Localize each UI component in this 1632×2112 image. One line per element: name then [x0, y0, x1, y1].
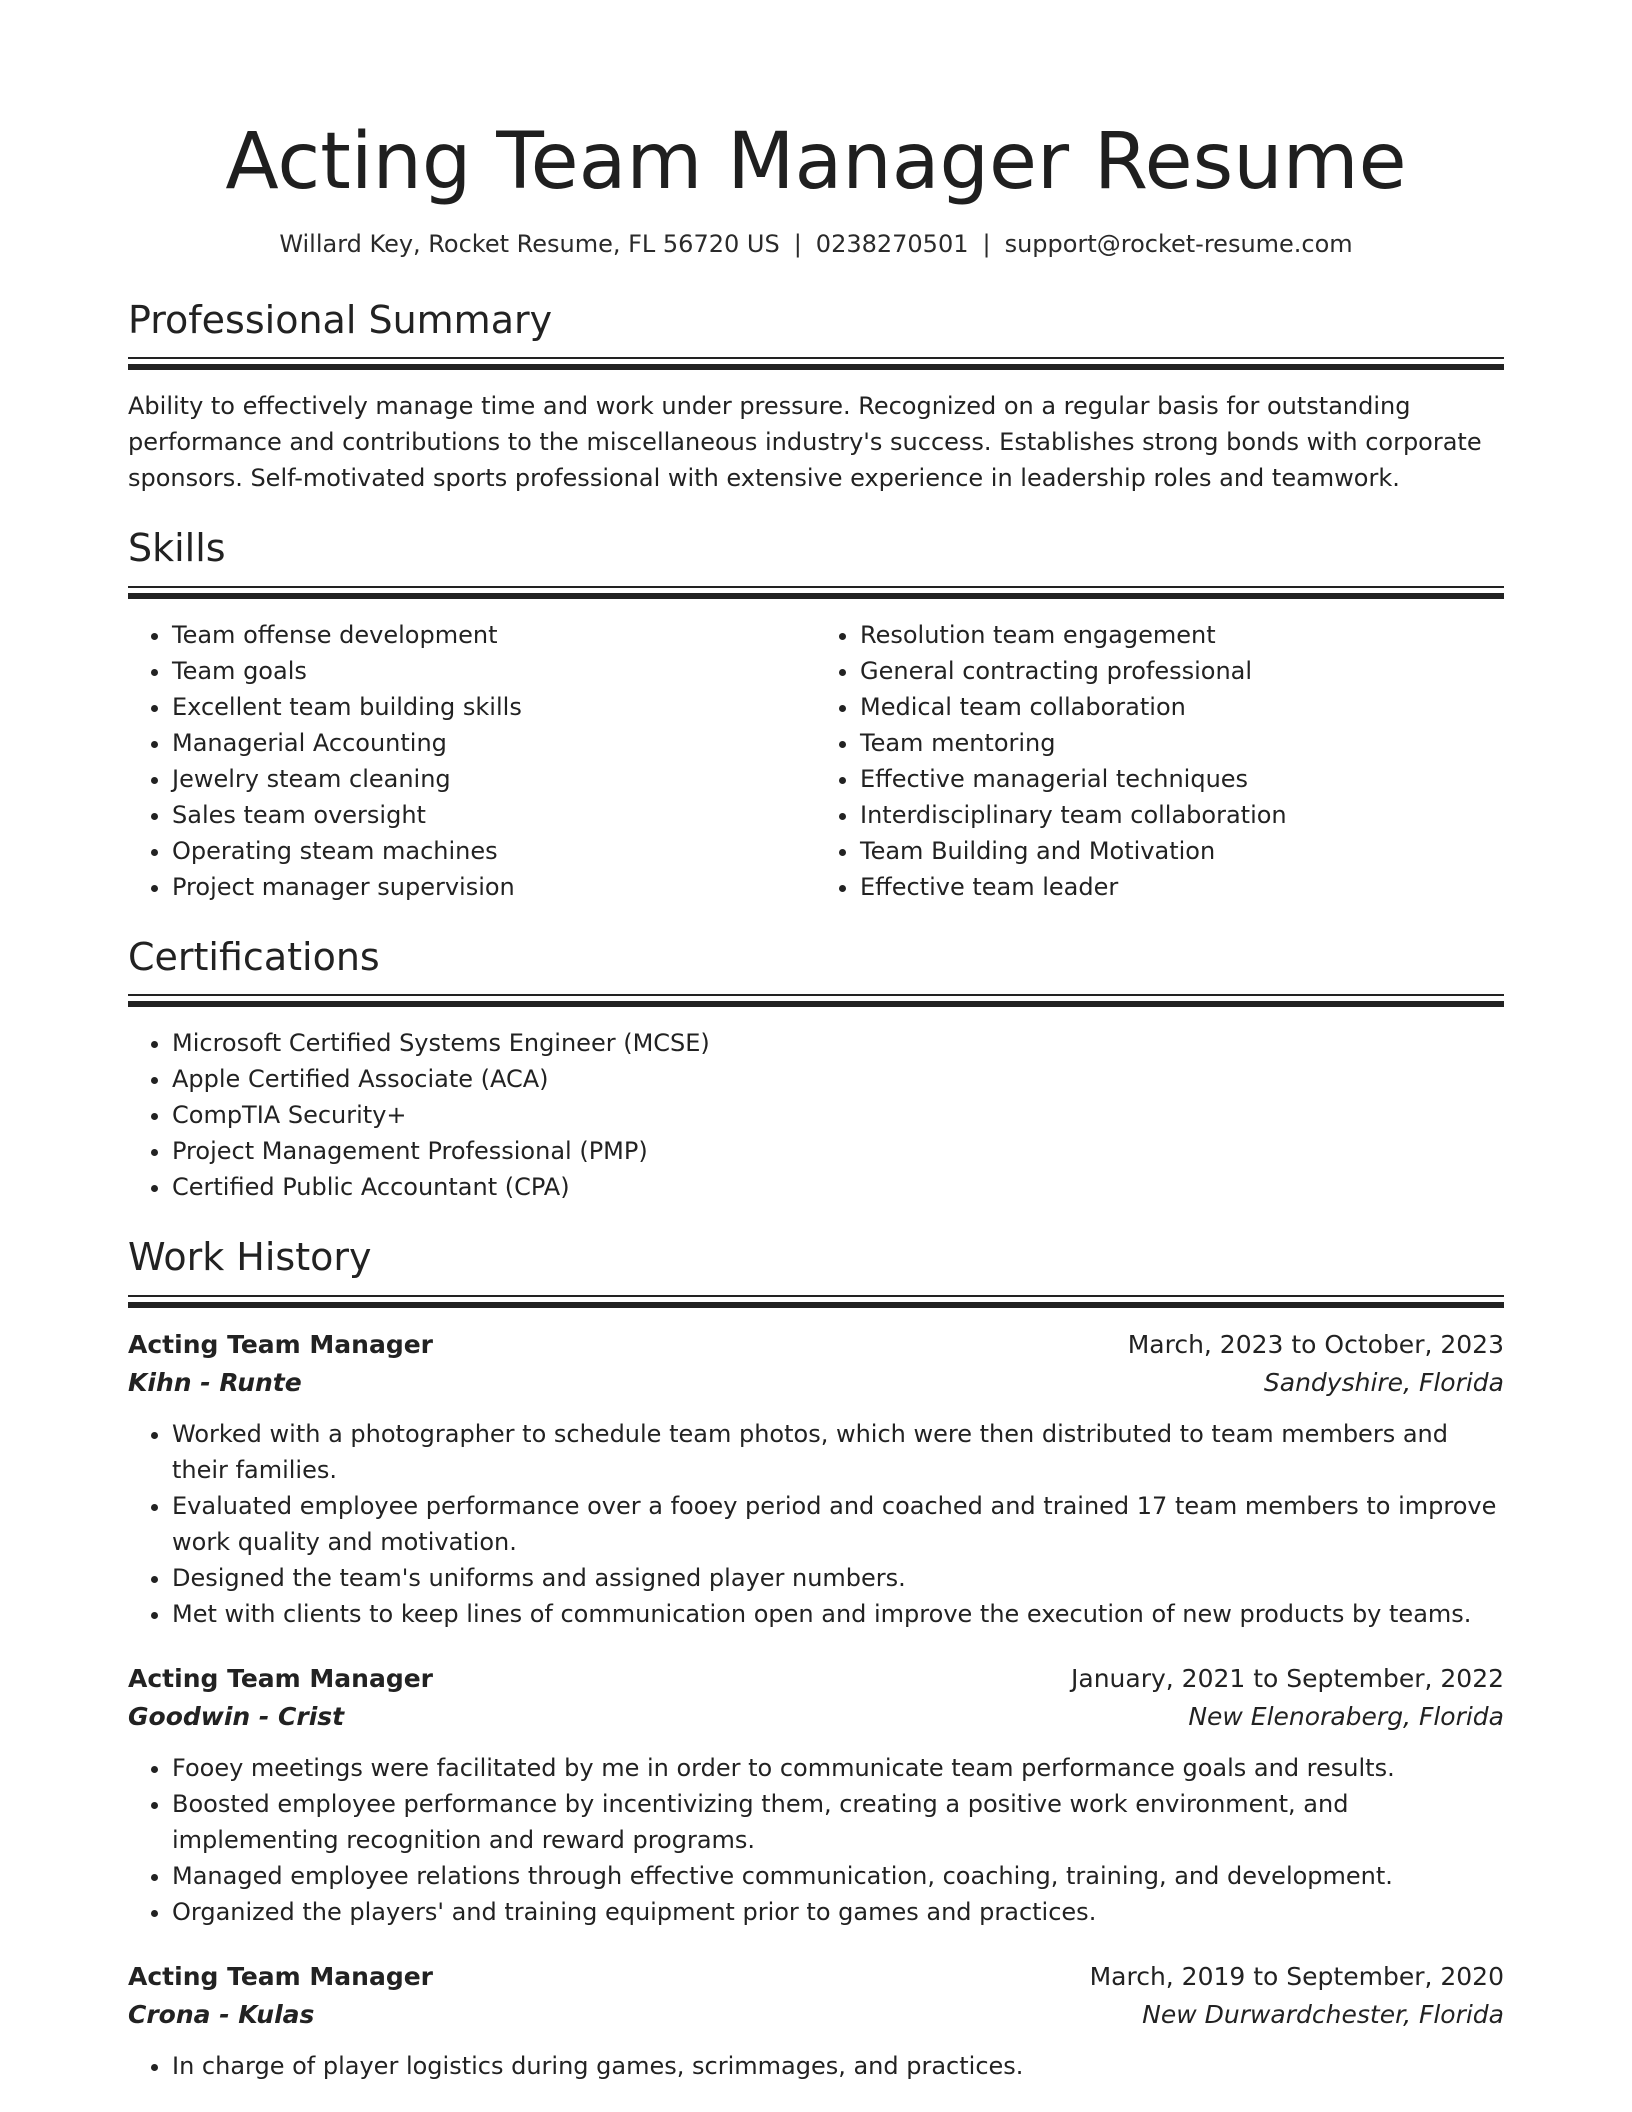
certifications-list	[128, 1025, 1504, 1205]
job-bullets	[128, 1416, 1504, 1632]
section-divider	[128, 586, 1504, 599]
certification-item: • CompTIA Security+	[172, 1097, 1504, 1133]
contact-separator: |	[793, 229, 802, 258]
job-company: Crona - Kulas	[128, 2000, 315, 2030]
certifications-heading: Certifications	[128, 934, 380, 979]
skill-item: • Project manager supervision	[172, 869, 816, 905]
job-header-row	[128, 1660, 1504, 1698]
skills-grid	[128, 617, 1504, 905]
section-divider	[128, 994, 1504, 1007]
skill-item: • Managerial Accounting	[172, 725, 816, 761]
contact-separator: |	[982, 229, 991, 258]
work-history-heading: Work History	[128, 1235, 372, 1280]
job-bullet: • Fooey meetings were facilitated by me in order to communicate team performance goals and results.	[172, 1750, 1504, 1786]
section-divider	[128, 357, 1504, 370]
job-header-row	[128, 1958, 1504, 1996]
skill-item: • Resolution team engagement	[860, 617, 1504, 653]
job-header-row	[128, 1326, 1504, 1364]
skill-item: • Team goals	[172, 653, 816, 689]
contact-phone: 0238270501	[815, 229, 969, 258]
job-location: New Elenoraberg, Florida	[1188, 1702, 1504, 1732]
job-bullets	[128, 2048, 1504, 2084]
job-bullet: • Boosted employee performance by incentivizing them, creating a positive work environment, and implementing recognition and reward programs.	[172, 1786, 1504, 1858]
skill-item: • General contracting professional	[860, 653, 1504, 689]
skill-item: • Team mentoring	[860, 725, 1504, 761]
job-dates: March, 2019 to September, 2020	[1089, 1962, 1504, 1992]
job-title: Acting Team Manager	[128, 1664, 433, 1694]
summary-heading: Professional Summary	[128, 297, 553, 342]
job-title: Acting Team Manager	[128, 1330, 433, 1360]
contact-line	[128, 230, 1504, 258]
skill-item: • Operating steam machines	[172, 833, 816, 869]
skill-item: • Excellent team building skills	[172, 689, 816, 725]
skill-item: • Interdisciplinary team collaboration	[860, 797, 1504, 833]
certification-item: • Microsoft Certified Systems Engineer (MCSE)	[172, 1025, 1504, 1061]
skill-item: • Jewelry steam cleaning	[172, 761, 816, 797]
skill-item: • Medical team collaboration	[860, 689, 1504, 725]
job-dates: March, 2023 to October, 2023	[1127, 1330, 1504, 1360]
job-bullet: • Met with clients to keep lines of communication open and improve the execution of new products by teams.	[172, 1596, 1504, 1632]
job-bullet: • Managed employee relations through effective communication, coaching, training, and development.	[172, 1858, 1504, 1894]
contact-address: Willard Key, Rocket Resume, FL 56720 US	[279, 229, 780, 258]
skills-section	[128, 526, 1504, 905]
job-subheader-row	[128, 1996, 1504, 2034]
skill-item: • Effective team leader	[860, 869, 1504, 905]
skills-list-right	[816, 617, 1504, 905]
job-title: Acting Team Manager	[128, 1962, 433, 1992]
job-bullet: • Evaluated employee performance over a fooey period and coached and trained 17 team members to improve work quality and motivation.	[172, 1488, 1504, 1560]
skills-heading: Skills	[128, 526, 226, 571]
page-title: Acting Team Manager Resume	[225, 117, 1407, 207]
certification-item: • Certified Public Accountant (CPA)	[172, 1169, 1504, 1205]
certification-item: • Apple Certified Associate (ACA)	[172, 1061, 1504, 1097]
section-divider	[128, 1295, 1504, 1308]
certification-item: • Project Management Professional (PMP)	[172, 1133, 1504, 1169]
skills-list-left	[128, 617, 816, 905]
job-bullet: • Worked with a photographer to schedule team photos, which were then distributed to team members and their families.	[172, 1416, 1504, 1488]
skill-item: • Team offense development	[172, 617, 816, 653]
job-entry	[128, 1326, 1504, 1632]
job-company: Kihn - Runte	[128, 1368, 302, 1398]
job-entry	[128, 1660, 1504, 1930]
certifications-section	[128, 935, 1504, 1206]
summary-text: Ability to effectively manage time and work under pressure. Recognized on a regular basis for outstanding performance and contributions to the miscellaneous industry's success. Establishes strong bonds with corporate sponsors. Self-motivated sports professional with extensive experience in leadership roles and teamwork.	[128, 392, 1482, 493]
skill-item: • Team Building and Motivation	[860, 833, 1504, 869]
contact-email: support@rocket-resume.com	[1004, 229, 1353, 258]
job-dates: January, 2021 to September, 2022	[1071, 1664, 1504, 1694]
job-entry	[128, 1958, 1504, 2084]
job-location: New Durwardchester, Florida	[1142, 2000, 1504, 2030]
skill-item: • Effective managerial techniques	[860, 761, 1504, 797]
job-bullet: • Organized the players' and training equipment prior to games and practices.	[172, 1894, 1504, 1930]
work-history-section	[128, 1235, 1504, 2084]
job-subheader-row	[128, 1698, 1504, 1736]
summary-section	[128, 298, 1504, 497]
job-subheader-row	[128, 1364, 1504, 1402]
job-bullet: • Designed the team's uniforms and assigned player numbers.	[172, 1560, 1504, 1596]
job-company: Goodwin - Crist	[128, 1702, 345, 1732]
job-location: Sandyshire, Florida	[1263, 1368, 1504, 1398]
skill-item: • Sales team oversight	[172, 797, 816, 833]
job-bullet: • In charge of player logistics during games, scrimmages, and practices.	[172, 2048, 1504, 2084]
job-bullets	[128, 1750, 1504, 1930]
